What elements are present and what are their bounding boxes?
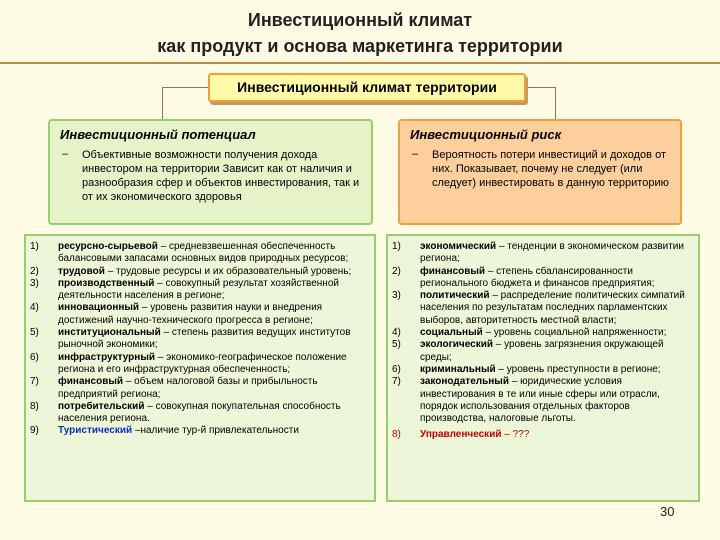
list-item: 2) трудовой – трудовые ресурсы и их образовательный уровень; — [30, 265, 352, 277]
investment-potential-box — [48, 119, 373, 225]
page-number: 30 — [660, 504, 675, 519]
list-item: 4) инновационный – уровень развития науки и внедрения достижений научно-технического прогресса в регионе; — [30, 302, 323, 326]
connector-left-horizontal — [162, 87, 208, 88]
investment-climate-box: Инвестиционный климат территории — [208, 73, 526, 102]
list-item: 1) ресурсно-сырьевой – средневзвешенная обеспеченность балансовыми запасами основных видов природных ресурсов; — [30, 241, 349, 265]
page-title-line2: как продукт и основа маркетинга территории — [157, 36, 563, 56]
list-item: 7) законодательный – юридические условия инвестирования в те или иные сферы или отрасли, порядок использования отдельных факторов производства, налоговые льготы. — [392, 376, 660, 425]
risk-types-list — [386, 234, 700, 502]
risk-title: Инвестиционный риск — [410, 127, 562, 142]
page-title-line1: Инвестиционный климат — [247, 10, 473, 30]
risk-description: Вероятность потери инвестиций и доходов от них. Показывает, почему не следует (или следует) инвестировать в данную территорию — [432, 149, 669, 189]
list-item: 6) криминальный – уровень преступности в регионе; — [392, 363, 661, 375]
connector-right-vertical — [555, 87, 556, 119]
list-item: 4) социальный – уровень социальной напряженности; — [392, 327, 667, 339]
list-item: 8) потребительский – совокупная покупательная способность населения региона. — [30, 400, 341, 425]
list-item: 5) экологический – уровень загрязнения окружающей среды; — [392, 339, 664, 363]
list-item: 2) финансовый – степень сбалансированности регионального бюджета и финансов предприятия; — [392, 265, 655, 289]
list-item: 3) производственный – совокупный результат хозяйственной деятельности населения в регионе; — [30, 277, 339, 302]
potential-title: Инвестиционный потенциал — [60, 127, 256, 142]
risk-dash: – — [412, 148, 419, 160]
list-item: 8) Управленческий – ??? — [392, 429, 530, 441]
list-item: 3) политический – распределение политических симпатий населения по результатам последних парламентских выборов, авторитетность местной власти; — [392, 290, 685, 326]
header-divider — [0, 62, 720, 64]
list-item: 1) экономический – тенденции в экономическом развитии региона; — [392, 241, 684, 265]
list-item: 5) институциональный – степень развития ведущих институтов рыночной экономики; — [30, 327, 351, 351]
investment-risk-box — [398, 119, 682, 225]
list-item: 9) Туристический –наличие тур-й привлекательности — [30, 425, 299, 437]
connector-left-vertical — [162, 87, 163, 119]
potential-description: Объективные возможности получения дохода инвестором на территории Зависит как от наличия и разнообразия сфер и объектов инвестирования, так и от их экономического здоровья — [82, 149, 360, 203]
potential-types-list — [24, 234, 376, 502]
connector-right-horizontal — [526, 87, 556, 88]
potential-dash: – — [62, 148, 69, 160]
list-item: 6) инфраструктурный – экономико-географическое положение региона и его инфраструктурная обеспеченность; — [30, 351, 347, 375]
list-item: 7) финансовый – объем налоговой базы и прибыльность предприятий региона; — [30, 376, 318, 400]
